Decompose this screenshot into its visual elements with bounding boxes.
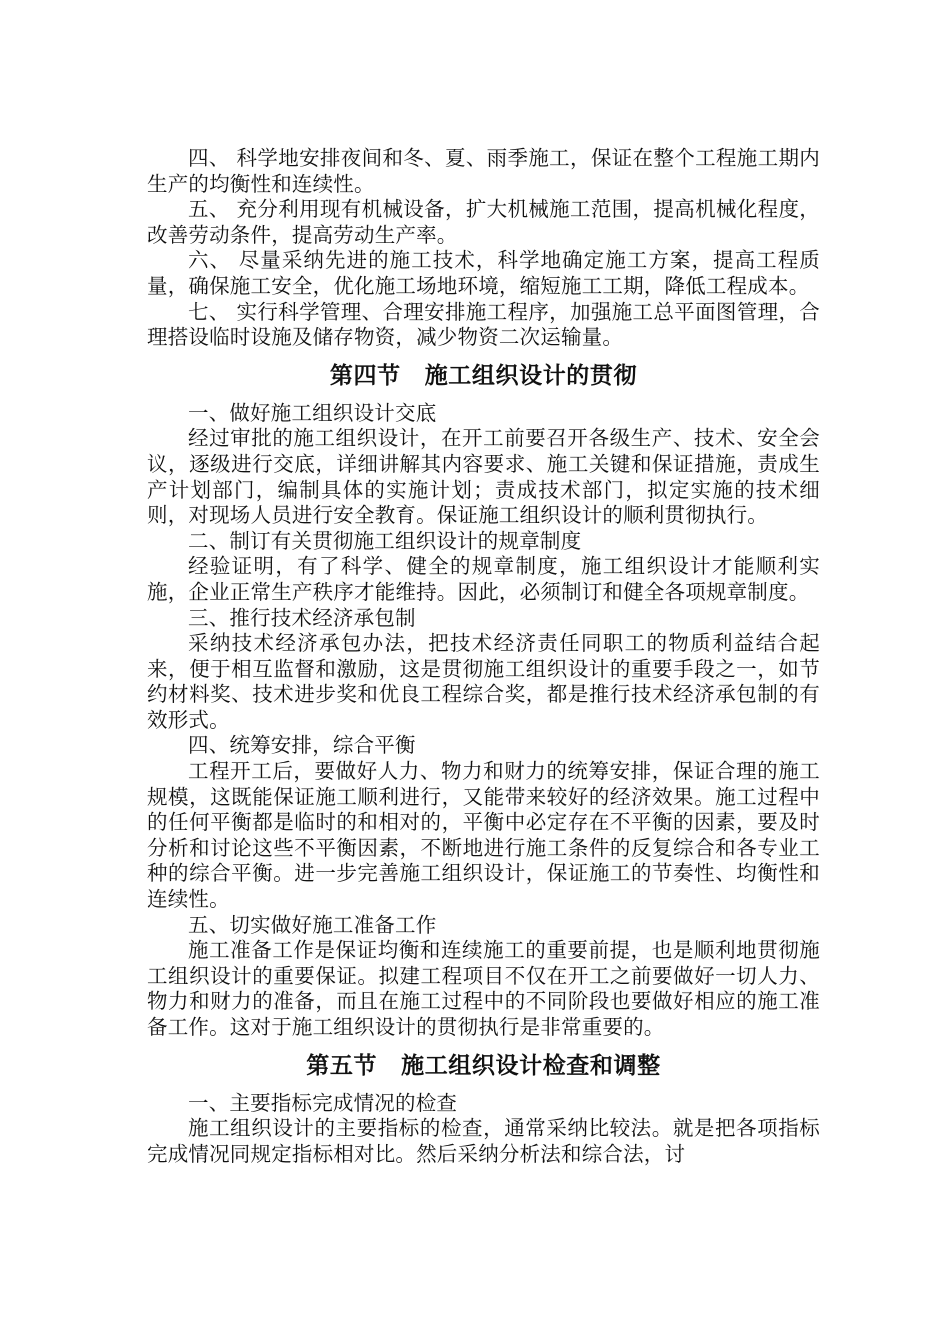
section-4-item-5-body: 施工准备工作是保证均衡和连续施工的重要前提，也是顺利地贯彻施工组织设计的重要保证。拟建工程项目不仅在开工之前要做好一切人力、物力和财力的准备，而且在施工过程中的不同阶段也要做好相应的施工准备工作。这对于施工组织设计的贯彻执行是非常重要的。 <box>147 938 820 1039</box>
section-5-number: 第五节 <box>306 1052 378 1079</box>
section-4-item-2-body: 经验证明，有了科学、健全的规章制度，施工组织设计才能顺利实施，企业正常生产秩序才能维持。因此，必须制订和健全各项规章制度。 <box>147 554 820 604</box>
section-4-item-5-heading: 五、切实做好施工准备工作 <box>188 912 437 937</box>
section-4-item-1-body: 经过审批的施工组织设计，在开工前要召开各级生产、技术、安全会议，逐级进行交底，详细讲解其内容要求、施工关键和保证措施，责成生产计划部门，编制具体的实施计划；责成技术部门，拟定实施的技术细则，对现场人员进行安全教育。保证施工组织设计的顺利贯彻执行。 <box>147 426 820 528</box>
section-4-item-4-body: 工程开工后，要做好人力、物力和财力的统筹安排，保证合理的施工规模，这既能保证施工顺利进行，又能带来较好的经济效果。施工过程中的任何平衡都是临时的和相对的，平衡中必定存在不平衡的因素，要及时分析和讨论这些不平衡因素，不断地进行施工条件的反复综合和各专业工种的综合平衡。进一步完善施工组织设计，保证施工的节奏性、均衡性和连续性。 <box>147 759 820 912</box>
intro-item-5: 五、 充分利用现有机械设备，扩大机械施工范围，提高机械化程度，改善劳动条件，提高劳动生产率。 <box>147 197 820 247</box>
section-4-item-3-body: 采纳技术经济承包办法，把技术经济责任同职工的物质利益结合起来，便于相互监督和激励，这是贯彻施工组织设计的重要手段之一，如节约材料奖、技术进步奖和优良工程综合奖，都是推行技术经济承包制的有效形式。 <box>147 631 820 732</box>
section-4-item-3-heading: 三、推行技术经济承包制 <box>188 605 416 630</box>
section-4-title <box>147 351 820 401</box>
intro-item-7: 七、 实行科学管理、合理安排施工程序，加强施工总平面图管理，合理搭设临时设施及储存物资，减少物资二次运输量。 <box>147 299 820 350</box>
intro-item-6: 六、 尽量采纳先进的施工技术，科学地确定施工方案，提高工程质量，确保施工安全，优化施工场地环境，缩短施工工期，降低工程成本。 <box>147 248 820 298</box>
section-5-name: 施工组织设计检查和调整 <box>401 1052 661 1079</box>
document-body <box>147 146 820 1167</box>
section-4-item-1-heading: 一、做好施工组织设计交底 <box>188 400 437 425</box>
section-5-item-1-body: 施工组织设计的主要指标的检查，通常采纳比较法。就是把各项指标完成情况同规定指标相对比。然后采纳分析法和综合法，讨 <box>147 1116 820 1166</box>
section-4-number: 第四节 <box>329 362 401 389</box>
section-4-item-4-heading: 四、统筹安排，综合平衡 <box>188 733 416 758</box>
section-4-item-2-heading: 二、制订有关贯彻施工组织设计的规章制度 <box>188 528 582 553</box>
section-5-title <box>147 1041 820 1091</box>
section-5-item-1-heading: 一、主要指标完成情况的检查 <box>188 1090 458 1115</box>
intro-item-4: 四、 科学地安排夜间和冬、夏、雨季施工，保证在整个工程施工期内生产的均衡性和连续性。 <box>147 146 820 196</box>
section-4-name: 施工组织设计的贯彻 <box>424 362 638 389</box>
